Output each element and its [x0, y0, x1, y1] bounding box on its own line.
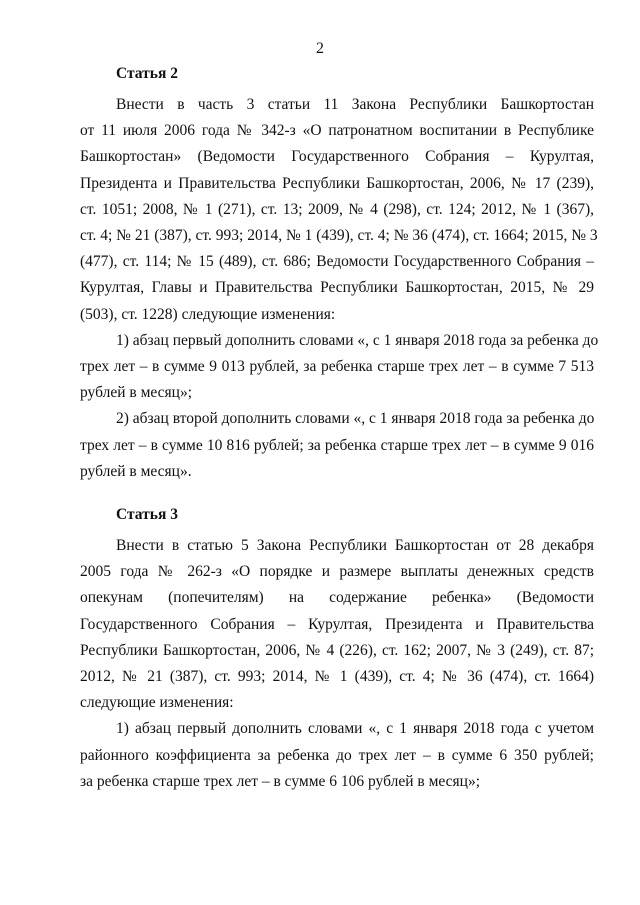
text-line: (477), ст. 114; № 15 (489), ст. 686; Ведомости Государственного Собрания –: [80, 253, 594, 271]
article-3-intro-paragraph: [80, 533, 594, 716]
article-2-heading: Статья 2: [116, 65, 178, 82]
article-3-item-1: [80, 716, 594, 795]
text-line: 2005 года № 262-з «О порядке и размере выплаты денежных средств: [80, 563, 594, 581]
article-3-heading: Статья 3: [116, 506, 178, 523]
text-line: 2) абзац второй дополнить словами «, с 1 января 2018 года за ребенка до: [116, 410, 595, 428]
text-line: за ребенка старше трех лет – в сумме 6 106 рублей в месяц»;: [80, 772, 481, 790]
text-line: 1) абзац первый дополнить словами «, с 1 января 2018 года за ребенка до: [116, 331, 599, 349]
text-line: опекунам (попечителям) на содержание ребенка» (Ведомости: [80, 589, 594, 607]
text-line: трех лет – в сумме 9 013 рублей, за ребенка старше трех лет – в сумме 7 513: [80, 358, 594, 376]
text-line: трех лет – в сумме 10 816 рублей; за ребенка старше трех лет – в сумме 9 016: [80, 436, 594, 454]
article-2-section: [80, 64, 599, 485]
article-2-item-2: [80, 406, 595, 485]
text-line: рублей в месяц»;: [80, 384, 193, 402]
text-line: следующие изменения:: [80, 694, 234, 712]
text-line: ст. 1051; 2008, № 1 (271), ст. 13; 2009, № 4 (298), ст. 124; 2012, № 1 (367),: [80, 200, 594, 218]
article-2-item-1: [80, 328, 599, 407]
article-3-section: [80, 505, 594, 795]
text-line: ст. 4; № 21 (387), ст. 993; 2014, № 1 (439), ст. 4; № 36 (474), ст. 1664; 2015, № 3: [80, 227, 598, 245]
text-line: 1) абзац первый дополнить словами «, с 1 января 2018 года с учетом: [116, 720, 594, 738]
text-line: от 11 июля 2006 года № 342-з «О патронатном воспитании в Республике: [80, 122, 594, 140]
page-number: 2: [316, 40, 324, 57]
text-line: Государственного Собрания – Курултая, Президента и Правительства: [80, 615, 594, 633]
text-line: Внести в часть 3 статьи 11 Закона Республики Башкортостан: [116, 96, 594, 113]
text-line: (503), ст. 1228) следующие изменения:: [80, 305, 336, 323]
text-line: Курултая, Главы и Правительства Республики Башкортостан, 2015, № 29: [80, 279, 594, 297]
text-line: районного коэффициента за ребенка до трех лет – в сумме 6 350 рублей;: [80, 746, 594, 764]
text-line: 2012, № 21 (387), ст. 993; 2014, № 1 (439), ст. 4; № 36 (474), ст. 1664): [80, 668, 594, 686]
text-line: Президента и Правительства Республики Башкортостан, 2006, № 17 (239),: [80, 174, 594, 192]
text-line: рублей в месяц».: [80, 462, 192, 480]
text-line: Внести в статью 5 Закона Республики Башкортостан от 28 декабря: [116, 537, 594, 554]
article-2-intro-paragraph: [80, 92, 598, 328]
text-line: Республики Башкортостан, 2006, № 4 (226), ст. 162; 2007, № 3 (249), ст. 87;: [80, 641, 594, 659]
text-line: Башкортостан» (Ведомости Государственного Собрания – Курултая,: [80, 148, 594, 166]
